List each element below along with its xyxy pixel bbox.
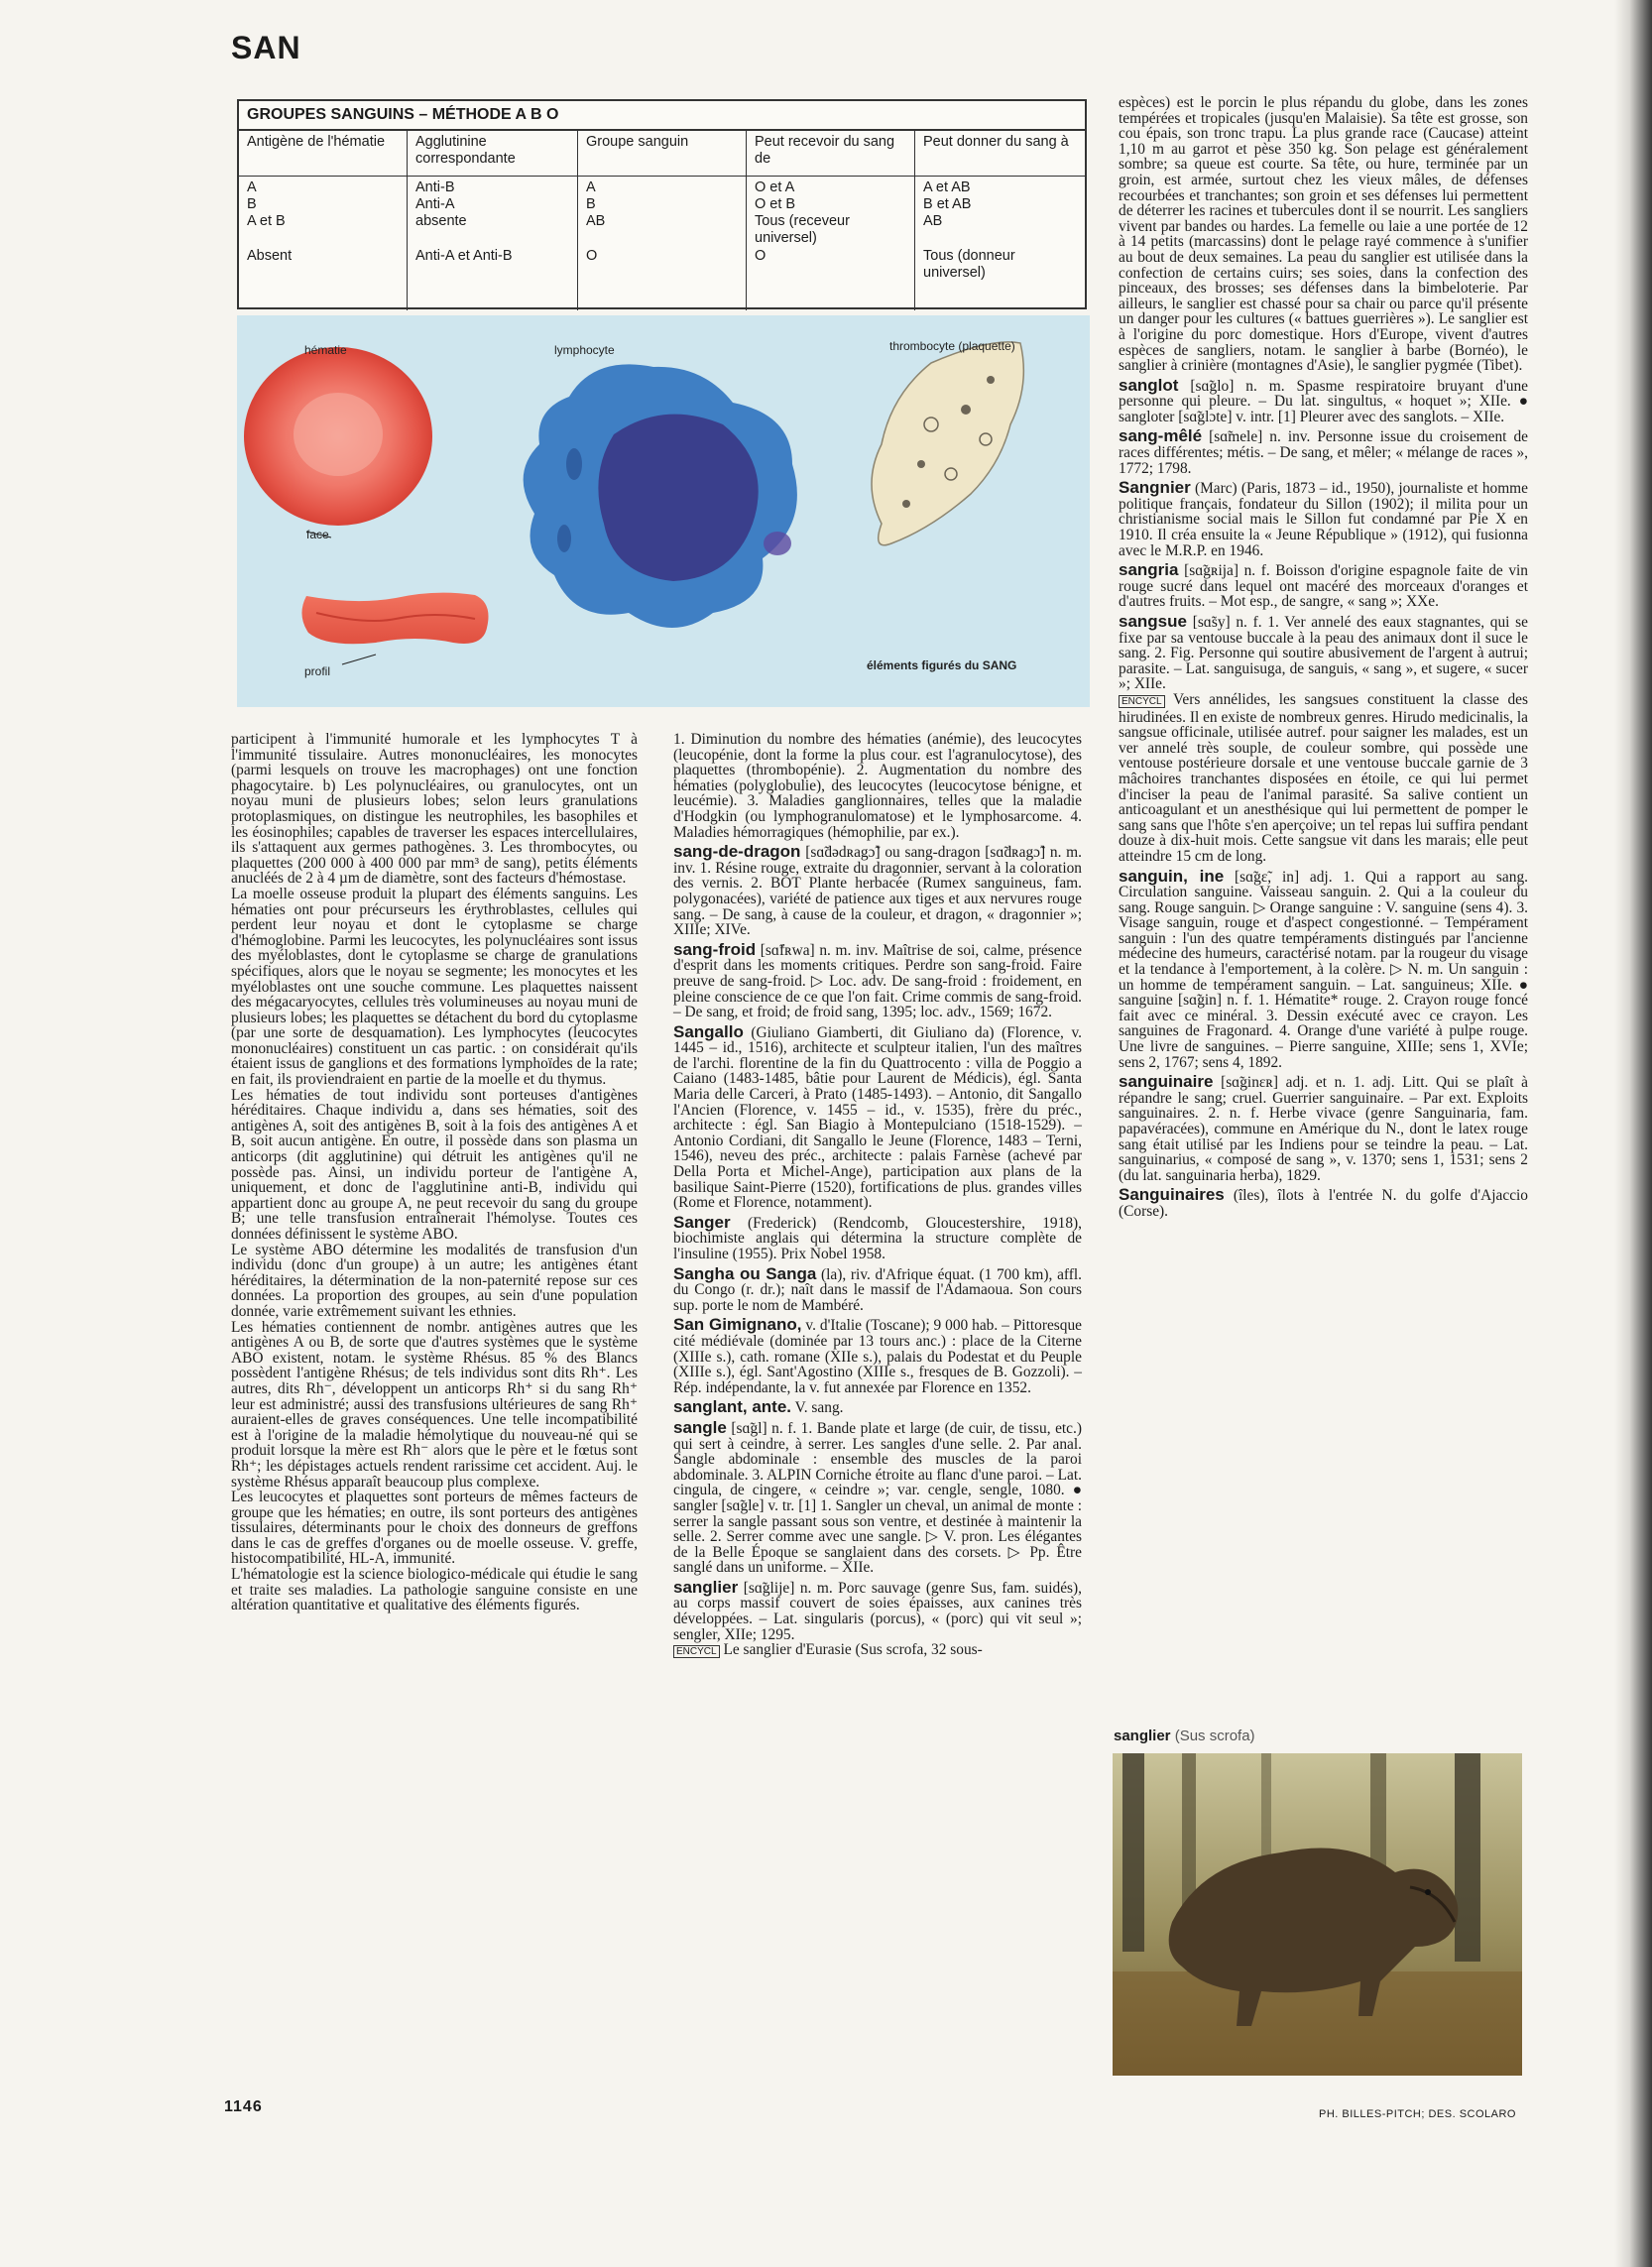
entry-headword: San Gimignano, <box>673 1315 802 1335</box>
encyclopedic-note <box>1119 692 1528 865</box>
entry-text: (Marc) (Paris, 1873 – id., 1950), journaliste et homme politique français, fondateur du Sillon (1902); il milita pour un christianisme social mais le Sillon fut condamné par Pie X en 1910. Il créa ensuite la « Jeune République » (1912), qui fusionna avec le M.R.P. en 1946. <box>1119 480 1528 559</box>
entry-text: [sɑ̃gl] n. f. 1. Bande plate et large (de cuir, de tissu, etc.) qui sert à ceindre, à serrer. Les sangles d'une selle. 2. Par anal. Sangle abdominale : ensemble des muscles de la paroi abdominale. 3. ALPIN Corniche étroite au flanc d'une paroi. – Lat. cingula, de cingere, « ceindre »; var. cengle, sengle, 1080. ● sangler [sɑ̃gle] v. tr. [1] 1. Sangler un cheval, un animal de monte : serrer la sangle passant sous son ventre, et destinée à maintenir la selle. 2. Serrer comme avec une sangle. ▷ V. pron. Les élégantes de la Belle Époque se sanglaient dans des corsets. ▷ Pp. Être sanglé dans un uniforme. – XIIe. <box>673 1419 1082 1577</box>
entry-text: (Frederick) (Rendcomb, Gloucestershire, 1918), biochimiste anglais qui détermina la structure complète de l'insuline (1955). Prix Nobel 1958. <box>673 1214 1082 1262</box>
table-cell: absente <box>415 213 467 229</box>
lymphocyte-organelle <box>566 448 582 480</box>
dictionary-entry <box>1119 1187 1528 1219</box>
table-cell: O et A <box>755 179 795 195</box>
table-cell: B <box>247 196 257 212</box>
table-cell: AB <box>586 213 606 229</box>
entry-headword: sang-de-dragon <box>673 842 801 862</box>
entry-text: v. d'Italie (Toscane); 9 000 hab. – Pittoresque cité médiévale (dominée par 13 tours anc.) : place de la Citerne (XIIIe s.), cath. romane (XIIe s.), palais du Podestat et du Peuple (XIIIe s.), égl. Sant'Agostino (XIIIe s., fresques de B. Gozzoli). – Rép. indépendante, la v. fut annexée par Florence en 1352. <box>673 1317 1082 1396</box>
dictionary-entry <box>1119 866 1528 1071</box>
entry-text: [sɑ̃glije] n. m. Porc sauvage (genre Sus, fam. suidés), au corps massif couvert de soies épaisses, aux canines très développées. – Lat. singularis (porcus), « (porc) qui vit seul »; sengler, XIIe; 1295. <box>673 1579 1082 1643</box>
dictionary-entry <box>673 939 1082 1021</box>
dictionary-entry <box>673 1263 1082 1314</box>
dictionary-entry <box>1119 562 1528 610</box>
entry-headword: Sanger <box>673 1212 731 1232</box>
table-cell: O <box>755 248 767 264</box>
page-number: 1146 <box>224 2098 263 2115</box>
table-cell <box>415 230 569 247</box>
paragraph: La moelle osseuse produit la plupart des éléments sanguins. Les hématies ont pour précurseurs les érythroblastes, cellules qui perdent leur noyau et dont le cytoplasme se charge d'hémoglobine. Parmi les leucocytes, les polynucléaires sont issus des myéloblastes, dont le cytoplasme se charge de granulations spécifiques, alors que le noyau se segmente; les monocytes et les myéloblastes ont une souche commune. Les plaquettes naissent des mégacaryocytes, cellules très volumineuses au noyau muni de plusieurs lobes; les plaquettes se détachent du bord du cytoplasme (par une sorte de desquamation). Les lymphocytes (leucocytes mononucléaires) constituent un cas partic. : on considérait qu'ils étaient issus de ganglions et des formations lymphoïdes de la rate; en fait, ils proviendraient en partie de la moelle et du thymus. <box>231 885 638 1089</box>
table-column-antigen <box>239 177 408 310</box>
photo-caption <box>1114 1728 1255 1744</box>
table-cell: A <box>586 179 596 195</box>
boar-photo <box>1113 1753 1522 2076</box>
entry-headword: sanglant, ante. <box>673 1397 792 1417</box>
dictionary-entry <box>673 1399 1082 1416</box>
entry-headword: sangle <box>673 1417 727 1437</box>
blood-cells-illustration <box>237 315 1090 707</box>
encycl-tag: ENCYCL <box>1119 695 1165 708</box>
table-title: GROUPES SANGUINS – MÉTHODE A B O <box>239 101 1085 131</box>
table-cell: Anti-A <box>415 196 455 212</box>
table-cell: A et AB <box>923 179 971 195</box>
table-cell <box>247 230 399 247</box>
entry-headword: sangria <box>1119 560 1179 580</box>
lymphocyte-organelle <box>764 532 791 555</box>
table-cell <box>586 230 738 247</box>
entry-text: [sɑ̃gɛ̃, in] adj. 1. Qui a rapport au sang. Circulation sanguine. Vaisseau sanguin. 2. Qui a la couleur du sang. Rouge sanguin. ▷ Orange sanguine : V. sanguine (sens 4). 3. Visage sanguin, rouge et d'aspect congestionné. – Tempérament sanguin : l'un des quatre tempéraments distingués par l'ancienne médecine des humeurs, caractérisé notam. par la rougeur du visage et la tendance à l'emportement, à la colère. ▷ N. m. Un sanguin : un homme de tempérament sanguin. – Lat. sanguineus; XIIe. ● sanguine [sɑ̃gin] n. f. 1. Hématite* rouge. 2. Crayon rouge foncé fait avec ce minéral. 3. Dessin exécuté avec ce crayon. Les sanguines de Fragonard. 4. Orange d'une variété à pulpe rouge. Une livre de sanguines. – Pierre sanguine, XIIIe; sens 1, XVIe; sens 2, 1767; sens 4, 1892. <box>1119 868 1528 1071</box>
text-column-3 <box>1119 95 1528 1220</box>
dictionary-entry <box>1119 428 1528 476</box>
entry-text: [sɑ̃dədʀagɔ̃] ou sang-dragon [sɑ̃dʀagɔ̃] n. m. inv. 1. Résine rouge, extraite du dragonnier, servant à la coloration des vernis. 2. BOT Plante herbacée (Rumex sanguineus, fam. polygonacées), variété de patience aux tiges et aux nervures rouge sang. – De sang, à cause de la couleur, et dragon, « dragonnier »; XIIIe; XIVe. <box>673 844 1082 939</box>
dictionary-entry <box>1119 1074 1528 1183</box>
tree-trunk <box>1455 1753 1480 1962</box>
page-edge-shadow <box>1614 0 1652 2267</box>
table-column-give <box>915 177 1081 310</box>
paragraph: Les hématies contiennent de nombr. antigènes autres que les antigènes A ou B, de sorte que d'autres systèmes que le système ABO existent, notam. le système Rhésus. 85 % des Blancs possèdent l'antigène Rhésus; de tels individus sont dits Rh⁺. Les autres, dits Rh⁻, développent un anticorps Rh⁺ si du sang Rh⁺ leur est administré; aussi des transfusions ultérieures de sang Rh⁺ auraient-elles de graves conséquences. Une telle incompatibilité est à l'origine de la maladie hémolytique du nouveau-né qui se produit lorsque la mère est Rh⁻ alors que le père et le fœtus sont Rh⁺; les dépistages actuels rendent rarissime cet accident. Auj. le système Rhésus apparaît beaucoup plus complexe. <box>231 1318 638 1491</box>
table-cell: Anti-A et Anti-B <box>415 248 513 264</box>
entry-text: (la), riv. d'Afrique équat. (1 700 km), affl. du Congo (r. dr.); naît dans le massif de l'Adamaoua. Son cours sup. porte le nom de Mambéré. <box>673 1265 1082 1314</box>
label-face: face <box>306 528 329 541</box>
entry-text: (îles), îlots à l'entrée N. du golfe d'Ajaccio (Corse). <box>1119 1187 1528 1220</box>
table-cell: B <box>586 196 596 212</box>
label-hematie: hématie <box>304 343 347 357</box>
boar-photo-drawing <box>1113 1753 1522 2076</box>
photo-credit: PH. BILLES-PITCH; DES. SCOLARO <box>1319 2108 1516 2120</box>
thrombocyte-granule <box>961 405 971 415</box>
text-column-2 <box>673 732 1082 1660</box>
table-header-cell: Groupe sanguin <box>578 131 747 176</box>
blood-group-table <box>237 99 1087 309</box>
tree-trunk <box>1122 1753 1144 1952</box>
dictionary-entry <box>1119 614 1528 692</box>
entry-text: Le sanglier d'Eurasie (Sus scrofa, 32 sous- <box>723 1641 983 1659</box>
table-cell: A et B <box>247 213 286 229</box>
thrombocyte-cell <box>872 342 1023 545</box>
paragraph: Les hématies de tout individu sont porteuses d'antigènes héréditaires. Chaque individu a, dans ses hématies, soit des antigènes A, soit des antigènes B, soit à la fois des antigènes A et B, soit aucun antigène. En outre, il possède dans son plasma un anticorps (dit agglutinine) qui détruit les antigènes qu'il ne possède pas. Ainsi, un individu porteur de l'antigène A, uniquement, et donc de l'agglutinine anti-B, individu qui appartient donc au groupe A, ne peut recevoir du sang du groupe B; une telle transfusion entraînerait l'hémolyse. Toutes ces données définissent le système ABO. <box>231 1086 638 1243</box>
table-cell: Anti-B <box>415 179 455 195</box>
dictionary-entry <box>673 1577 1082 1643</box>
table-cell: AB <box>923 213 943 229</box>
paragraph: participent à l'immunité humorale et les lymphocytes T à l'immunité tissulaire. Autres mononucléaires, les monocytes (parmi lesquels on trouve les macrophages) ont une fonction phagocytaire. b) Les polynucléaires, ou granulocytes, ont un noyau muni de plusieurs lobes; selon leurs granulations protoplasmiques, on distingue les neutrophiles, les basophiles et les éosinophiles; capables de traverser les espaces intercellulaires, ils s'attaquent aux germes pathogènes. 3. Les thrombocytes, ou plaquettes (200 000 à 400 000 par mm³ de sang), petits éléments anucléés de 2 à 4 µm de diamètre, sont des facteurs d'hémostase. <box>231 731 638 888</box>
table-header-cell: Peut donner du sang à <box>923 134 1069 150</box>
table-cell: O et B <box>755 196 796 212</box>
table-header-cell: Peut recevoir du sang de <box>747 131 915 176</box>
entry-headword: sangsue <box>1119 612 1187 631</box>
entry-text: [sɑ̃gʀija] n. f. Boisson d'origine espagnole faite de vin rouge sucré dans lequel ont macéré des morceaux d'oranges et d'autres fruits. – Mot esp., de sangre, « sang »; XXe. <box>1119 562 1528 611</box>
entry-text: (Giuliano Giamberti, dit Giuliano da) (Florence, v. 1445 – id., 1516), architecte et sculpteur italien, l'un des maîtres de l'archi. florentine de la fin du Quattrocento : villa de Poggio a Caiano (1483-1485, bâtie pour Laurent de Médicis), égl. Santa Maria delle Carceri, à Prato (1485-1493). – Antonio, dit Sangallo l'Ancien (Florence, v. 1455 – id., v. 1535), frère du préc., architecte : égl. San Biagio à Montepulciano (1518-1529). – Antonio Cordiani, dit Sangallo le Jeune (Florence, 1483 – Terni, 1546), neveu des préc., architecte : palais Farnèse (achevé par Della Porta et Michel-Ange), participation aux plans de la basilique Saint-Pierre (1520), fortifications de plus. grandes villes (Rome et Florence, notamment). <box>673 1023 1082 1212</box>
dictionary-entry <box>673 1317 1082 1395</box>
dictionary-entry <box>673 1417 1082 1577</box>
thrombocyte-granule <box>902 500 910 508</box>
table-cell: Tous (receveur universel) <box>755 213 850 246</box>
encycl-tag: ENCYCL <box>673 1645 720 1658</box>
entry-headword: sanglier <box>673 1577 739 1597</box>
entry-text: [sɑ̃ginɛʀ] adj. et n. 1. adj. Litt. Qui se plaît à répandre le sang; cruel. Guerrier sanguinaire. – Par ext. Exploits sanguinaires. 2. n. f. Herbe vivace (genre Sanguinaria, fam. papavéracées), commune en Amérique du N., dont le latex rouge sang était utilisé par les Indiens pour se teindre la peau. – Lat. sanguinarius, « composé de sang », v. 1370; sens 1, 1531; sens 2 (du lat. sanguinaria herba), 1829. <box>1119 1074 1528 1184</box>
photo-caption-latin: (Sus scrofa) <box>1174 1728 1255 1744</box>
entry-headword: Sangallo <box>673 1021 744 1041</box>
table-cell <box>923 230 1073 247</box>
figure-caption: éléments figurés du SANG <box>867 658 1017 672</box>
table-cell: O <box>586 248 598 264</box>
table-column-receive <box>747 177 915 310</box>
table-body <box>239 177 1085 310</box>
table-cell: Tous (donneur universel) <box>923 248 1015 281</box>
entry-headword: sanguinaire <box>1119 1072 1214 1092</box>
table-column-agglutinin <box>408 177 578 310</box>
paragraph: Les leucocytes et plaquettes sont porteurs de mêmes facteurs de groupe que les hématies; en outre, ils sont porteurs des antigènes tissulaires, déterminants pour le choix des donneurs de greffons dans le cas de greffes d'organes ou de moelle osseuse. V. greffe, histocompatibilité, HL-A, immunité. <box>231 1489 638 1568</box>
photo-caption-name: sanglier <box>1114 1728 1171 1744</box>
entry-headword: Sangnier <box>1119 478 1191 498</box>
table-cell: B et AB <box>923 196 972 212</box>
red-cell-center <box>294 393 383 476</box>
entry-headword: sang-mêlé <box>1119 426 1203 446</box>
entry-text: [sɑ̃sy] n. f. 1. Ver annelé des eaux stagnantes, qui se fixe par sa ventouse buccale à la peau des animaux dont il suce le sang. 2. Fig. Personne qui soutire abusivement de l'argent à autrui; parasite. – Lat. sanguisuga, de sanguis, « sang », et sugere, « sucer »; XIIe. <box>1119 614 1528 693</box>
entry-text: [sɑ̃mele] n. inv. Personne issue du croisement de races différentes; métis. – De sang, et mêler; « mélange de races », 1772; 1798. <box>1119 428 1528 477</box>
thrombocyte-granule <box>987 376 995 384</box>
entry-text: V. sang. <box>794 1399 844 1417</box>
table-header-row <box>239 131 1085 177</box>
label-lymphocyte: lymphocyte <box>554 343 615 357</box>
entry-headword: Sangha ou Sanga <box>673 1263 817 1283</box>
dictionary-entry <box>1119 375 1528 425</box>
encyclopedic-note <box>673 1642 1082 1660</box>
dictionary-entry <box>673 1212 1082 1262</box>
dictionary-entry <box>673 844 1082 938</box>
entry-headword: sanguin, ine <box>1119 866 1225 886</box>
paragraph: 1. Diminution du nombre des hématies (anémie), des leucocytes (leucopénie, dont la forme la plus cour. est l'agranulocytose), des plaquettes (thrombopénie). 2. Augmentation du nombre des hématies (polyglobulie), des leucocytes (leucocytose bénigne, et leucémie). 3. Maladies ganglionnaires, telles que la maladie d'Hodgkin (ou lymphogranulomatose) et le lymphosarcome. 4. Maladies hémorragiques (hémophilie, par ex.). <box>673 731 1082 841</box>
table-column-group <box>578 177 747 310</box>
paragraph: espèces) est le porcin le plus répandu du globe, dans les zones tempérées et tropicales (jusqu'en Malaisie). Sa tête est grosse, son cou épais, son tronc trapu. La plus grande race (Caucase) atteint 1,10 m au garrot et pèse 350 kg. Son pelage est généralement sombre; sa queue est courte. Sa tête, ou hure, terminée par un groin, est armée, surtout chez les vieux mâles, de défenses recourbées et tranchantes; son groin et ses défenses lui permettent de déterrer les racines et tubercules dont il se nourrit. Les sangliers vivent par bandes ou hardes. La femelle ou laie a une portée de 12 à 14 petits (marcassins) dont le pelage rayé commence à s'unifier au bout de deux semaines. La peau du sanglier est utilisée dans la confection de certains cuirs; ses soies, dans la confection des pinceaux, des brosses; ses défenses dans la bimbeloterie. Par ailleurs, le sanglier est chassé pour sa chair ou parce qu'il présente un danger pour les cultures (« battues guerrières »). Le sanglier est à l'origine du porc domestique. Hors d'Europe, vivent d'autres espèces de sangliers, notam. le sanglier à barbe (Bornéo), le sanglier à crinière (montagnes d'Asie), le sanglier pygmée (Tibet). <box>1119 94 1528 375</box>
paragraph: Le système ABO détermine les modalités de transfusion d'un individu (donc d'un groupe) à un autre; les antigènes étant héréditaires, la détermination de la non-paternité repose sur ces données. La proportion des groupes, au sein d'une population donnée, varie extrêmement suivant les ethnies. <box>231 1241 638 1320</box>
label-profil: profil <box>304 664 331 678</box>
entry-text: Vers annélides, les sangsues constituent la classe des hirudinées. Il en existe de nombreux genres. Hirudo medicinalis, la sangsue officinale, utilisée autref. pour saigner les malades, est un ver annelé très souple, de couleur sombre, qui possède une ventouse postérieure dorsale et une ventouse buccale garnie de 3 mâchoires tranchantes disposées en étoile, ce qui lui permet d'inciser la peau de l'animal parasité. Sa salive contient un anticoagulant et un anesthésique qui lui permettent de pomper le sang sans que l'hôte s'en aperçoive; un tel repas lui suffira pendant douze à dix-huit mois. Cette sangsue vit dans les marais; elle peut atteindre 15 cm de long. <box>1119 690 1528 865</box>
label-thrombocyte: thrombocyte (plaquette) <box>889 339 1015 353</box>
boar-eye <box>1425 1889 1431 1895</box>
profile-pointer <box>342 655 376 664</box>
entry-headword: sanglot <box>1119 375 1179 395</box>
table-cell: Absent <box>247 248 293 264</box>
lymphocyte-organelle <box>557 525 571 552</box>
table-cell: A <box>247 179 257 195</box>
dictionary-entry <box>673 1021 1082 1212</box>
text-column-1 <box>231 732 638 1613</box>
section-header: SAN <box>231 30 301 65</box>
entry-headword: Sanguinaires <box>1119 1185 1225 1205</box>
entry-text: [sɑ̃glo] n. m. Spasme respiratoire bruyant d'une personne qui pleure. – Du lat. singultus, « hoquet »; XIIe. ● sangloter [sɑ̃glɔte] v. intr. [1] Pleurer avec des sanglots. – XIIe. <box>1119 377 1528 425</box>
paragraph: L'hématologie est la science biologico-médicale qui étudie le sang et traite ses maladies. La pathologie sanguine consiste en une altération quantitative et qualitative des éléments figurés. <box>231 1566 638 1614</box>
dictionary-entry <box>1119 480 1528 558</box>
thrombocyte-granule <box>917 460 925 468</box>
table-header-cell: Agglutinine correspondante <box>408 131 578 176</box>
blood-cells-drawing <box>237 315 1090 707</box>
entry-text: [sɑ̃fʀwa] n. m. inv. Maîtrise de soi, calme, présence d'esprit dans les moments critiques. Perdre son sang-froid. Faire preuve de sang-froid. ▷ Loc. adv. De sang-froid : froidement, en pleine conscience de ce que l'on fait. Crime commis de sang-froid. – De sang, et froid; de froid sang, 1395; loc. adv., 1569; 1672. <box>673 941 1082 1021</box>
entry-headword: sang-froid <box>673 939 757 959</box>
table-header-cell: Antigène de l'hématie <box>239 131 408 176</box>
